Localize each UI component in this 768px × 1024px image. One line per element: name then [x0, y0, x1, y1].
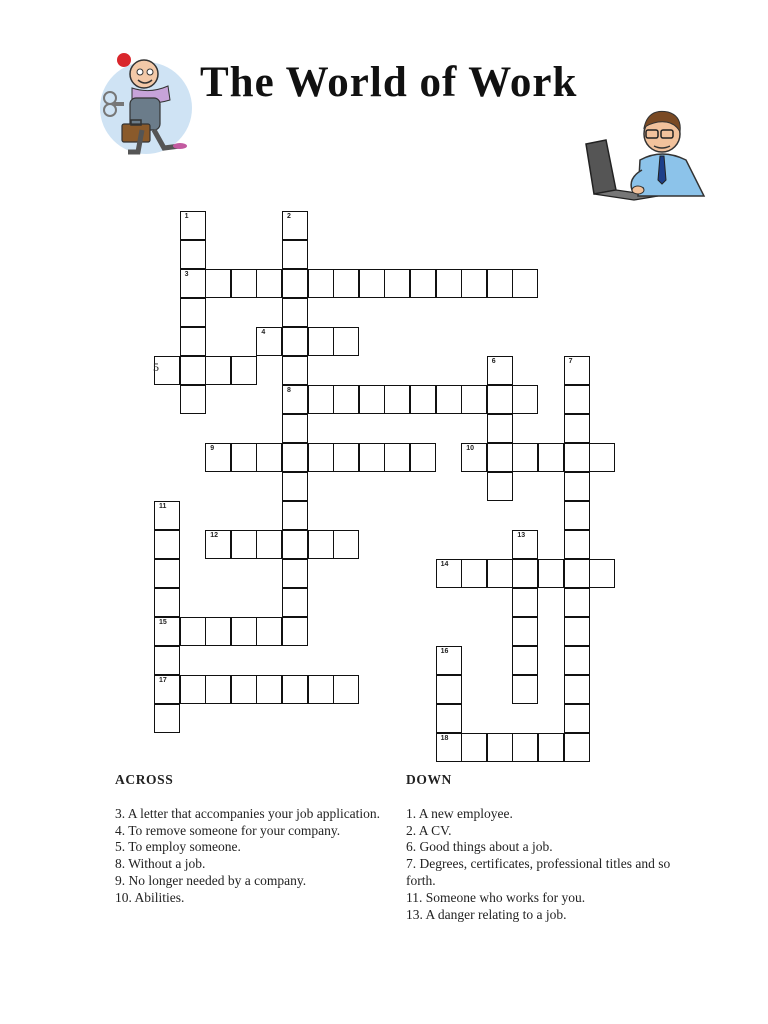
crossword-cell[interactable]	[564, 443, 590, 472]
clue-number: 17	[159, 677, 167, 684]
crossword-cell[interactable]	[512, 588, 538, 617]
crossword-cell[interactable]	[282, 472, 308, 501]
crossword-cell[interactable]	[487, 472, 513, 501]
crossword-cell[interactable]	[154, 704, 180, 733]
clue-across: 8. Without a job.	[115, 856, 206, 872]
crossword-cell[interactable]	[308, 443, 334, 472]
crossword-cell[interactable]	[282, 240, 308, 269]
crossword-cell[interactable]	[564, 646, 590, 675]
crossword-cell-13[interactable]	[512, 530, 538, 559]
crossword-cell-1[interactable]	[180, 211, 206, 240]
crossword-cell-18[interactable]	[436, 733, 462, 762]
crossword-cell[interactable]	[282, 356, 308, 385]
crossword-cell[interactable]	[333, 675, 359, 704]
clue-number: 1	[184, 213, 189, 220]
crossword-cell[interactable]	[231, 675, 257, 704]
crossword-cell[interactable]	[564, 559, 590, 588]
crossword-cell[interactable]	[333, 327, 359, 356]
crossword-cell[interactable]	[282, 588, 308, 617]
crossword-cell[interactable]	[282, 675, 308, 704]
clue-down: 7. Degrees, certificates, professional titles and so forth.	[406, 856, 671, 888]
crossword-cell[interactable]	[256, 269, 282, 298]
crossword-cell[interactable]	[436, 385, 462, 414]
down-heading: DOWN	[406, 772, 452, 787]
crossword-cell[interactable]	[436, 675, 462, 704]
crossword-cell[interactable]	[333, 530, 359, 559]
crossword-cell[interactable]	[589, 443, 615, 472]
crossword-cell[interactable]	[410, 385, 436, 414]
clue-across: 4. To remove someone for your company.	[115, 822, 341, 838]
crossword-cell[interactable]	[231, 356, 257, 385]
crossword-cell[interactable]	[282, 501, 308, 530]
crossword-cell[interactable]	[564, 385, 590, 414]
crossword-cell[interactable]	[231, 617, 257, 646]
crossword-cell[interactable]	[564, 617, 590, 646]
crossword-cell[interactable]	[308, 675, 334, 704]
crossword-cell[interactable]	[512, 269, 538, 298]
across-heading: ACROSS	[115, 772, 174, 787]
clue-number: 11	[159, 503, 167, 510]
crossword-cell[interactable]	[564, 733, 590, 762]
crossword-cell-8[interactable]	[282, 385, 308, 414]
crossword-cell[interactable]	[154, 588, 180, 617]
crossword-cell[interactable]	[564, 501, 590, 530]
crossword-cell[interactable]	[180, 385, 206, 414]
crossword-cell[interactable]	[231, 530, 257, 559]
crossword-cell[interactable]	[487, 443, 513, 472]
crossword-cell[interactable]	[359, 269, 385, 298]
crossword-cell[interactable]	[436, 269, 462, 298]
crossword-cell[interactable]	[512, 443, 538, 472]
crossword-cell[interactable]	[205, 675, 231, 704]
crossword-cell[interactable]	[333, 443, 359, 472]
crossword-cell[interactable]	[564, 675, 590, 704]
crossword-cell[interactable]	[487, 559, 513, 588]
crossword-cell-12[interactable]	[205, 530, 231, 559]
crossword-cell[interactable]	[308, 327, 334, 356]
crossword-cell[interactable]	[180, 327, 206, 356]
clue-number: 13	[517, 532, 526, 539]
clue-number: 6	[491, 358, 496, 365]
crossword-cell[interactable]	[282, 559, 308, 588]
crossword-cell[interactable]	[538, 443, 564, 472]
crossword-cell[interactable]	[180, 240, 206, 269]
crossword-cell[interactable]	[538, 733, 564, 762]
crossword-cell[interactable]	[154, 559, 180, 588]
crossword-cell[interactable]	[487, 733, 513, 762]
crossword-cell[interactable]	[282, 530, 308, 559]
crossword-cell[interactable]	[205, 356, 231, 385]
page-title: The World of Work	[200, 59, 578, 106]
crossword-cell[interactable]	[564, 414, 590, 443]
crossword-cell[interactable]	[512, 617, 538, 646]
clue-number: 18	[440, 735, 449, 742]
down-clues	[406, 772, 686, 923]
crossword-cell[interactable]	[154, 530, 180, 559]
clue-across: 10. Abilities.	[115, 889, 185, 905]
crossword-cell[interactable]	[436, 704, 462, 733]
clue-number: 9	[210, 445, 215, 452]
crossword-cell-11[interactable]	[154, 501, 180, 530]
crossword-cell[interactable]	[308, 385, 334, 414]
clue-down: 2. A CV.	[406, 822, 452, 838]
clue-number: 12	[210, 532, 218, 539]
clue-number: 5	[153, 360, 159, 374]
crossword-cell[interactable]	[205, 617, 231, 646]
crossword-cell[interactable]	[359, 385, 385, 414]
crossword-cell-15[interactable]	[154, 617, 180, 646]
clue-number: 15	[159, 619, 167, 626]
crossword-cell[interactable]	[256, 443, 282, 472]
clue-down: 13. A danger relating to a job.	[406, 906, 567, 922]
crossword-cell[interactable]	[564, 472, 590, 501]
crossword-cell[interactable]	[333, 269, 359, 298]
crossword-cell[interactable]	[589, 559, 615, 588]
clue-number: 3	[184, 271, 189, 278]
crossword-cell[interactable]	[282, 414, 308, 443]
crossword-cell[interactable]	[180, 356, 206, 385]
crossword-cell[interactable]	[564, 704, 590, 733]
crossword-cell[interactable]	[384, 443, 410, 472]
crossword-cell[interactable]	[461, 385, 487, 414]
crossword-cell[interactable]	[384, 269, 410, 298]
crossword-cell-10[interactable]	[461, 443, 487, 472]
crossword-cell[interactable]	[564, 588, 590, 617]
clue-down: 11. Someone who works for you.	[406, 889, 586, 905]
crossword-cell[interactable]	[180, 617, 206, 646]
clue-number: 2	[287, 213, 291, 220]
crossword-cell-3[interactable]	[180, 269, 206, 298]
clue-across: 5. To employ someone.	[115, 839, 241, 855]
across-clues	[115, 772, 385, 907]
crossword-cell[interactable]	[538, 559, 564, 588]
crossword-cell[interactable]	[487, 269, 513, 298]
crossword-cell-2[interactable]	[282, 211, 308, 240]
crossword-cell[interactable]	[333, 385, 359, 414]
clue-number: 8	[287, 387, 291, 394]
crossword-cell[interactable]	[512, 559, 538, 588]
crossword-cell[interactable]	[256, 675, 282, 704]
crossword-cell[interactable]	[384, 385, 410, 414]
clue-number: 10	[466, 445, 474, 452]
crossword-cell-16[interactable]	[436, 646, 462, 675]
crossword-cell[interactable]	[180, 675, 206, 704]
crossword-cell[interactable]	[205, 269, 231, 298]
crossword-cell[interactable]	[180, 298, 206, 327]
clue-number: 16	[440, 648, 449, 655]
crossword-cell[interactable]	[308, 269, 334, 298]
clue-number: 14	[440, 561, 449, 568]
crossword-cell[interactable]	[231, 443, 257, 472]
crossword-cell[interactable]	[410, 443, 436, 472]
crossword-cell[interactable]	[512, 675, 538, 704]
crossword-cell[interactable]	[282, 269, 308, 298]
crossword-cell[interactable]	[512, 646, 538, 675]
crossword-cell[interactable]	[564, 530, 590, 559]
crossword-cell[interactable]	[512, 385, 538, 414]
crossword-cell[interactable]	[461, 559, 487, 588]
crossword-cell-4[interactable]	[256, 327, 282, 356]
crossword-cell-7[interactable]	[564, 356, 590, 385]
crossword-cell[interactable]	[461, 733, 487, 762]
crossword-cell[interactable]	[282, 617, 308, 646]
crossword-cell[interactable]	[308, 530, 334, 559]
crossword-cell[interactable]	[282, 443, 308, 472]
clue-across: 3. A letter that accompanies your job application.	[115, 805, 381, 821]
crossword-cell[interactable]	[282, 298, 308, 327]
crossword-cell-9[interactable]	[205, 443, 231, 472]
crossword-cell-14[interactable]	[436, 559, 462, 588]
crossword-cell[interactable]	[154, 646, 180, 675]
crossword-cell[interactable]	[461, 269, 487, 298]
crossword-cell-6[interactable]	[487, 356, 513, 385]
crossword-cell[interactable]	[487, 385, 513, 414]
clue-down: 1. A new employee.	[406, 805, 513, 821]
crossword-cell[interactable]	[256, 530, 282, 559]
crossword-cell[interactable]	[359, 443, 385, 472]
crossword-cell-5[interactable]	[154, 356, 180, 385]
crossword-cell[interactable]	[487, 414, 513, 443]
crossword-cell[interactable]	[410, 269, 436, 298]
crossword-cell[interactable]	[512, 733, 538, 762]
clue-across: 9. No longer needed by a company.	[115, 872, 307, 888]
crossword-cell[interactable]	[231, 269, 257, 298]
clue-number: 4	[261, 329, 266, 336]
crossword-cell[interactable]	[256, 617, 282, 646]
clue-number: 7	[568, 358, 573, 365]
crossword-cell[interactable]	[282, 327, 308, 356]
clue-down: 6. Good things about a job.	[406, 839, 553, 855]
crossword-cell-17[interactable]	[154, 675, 180, 704]
